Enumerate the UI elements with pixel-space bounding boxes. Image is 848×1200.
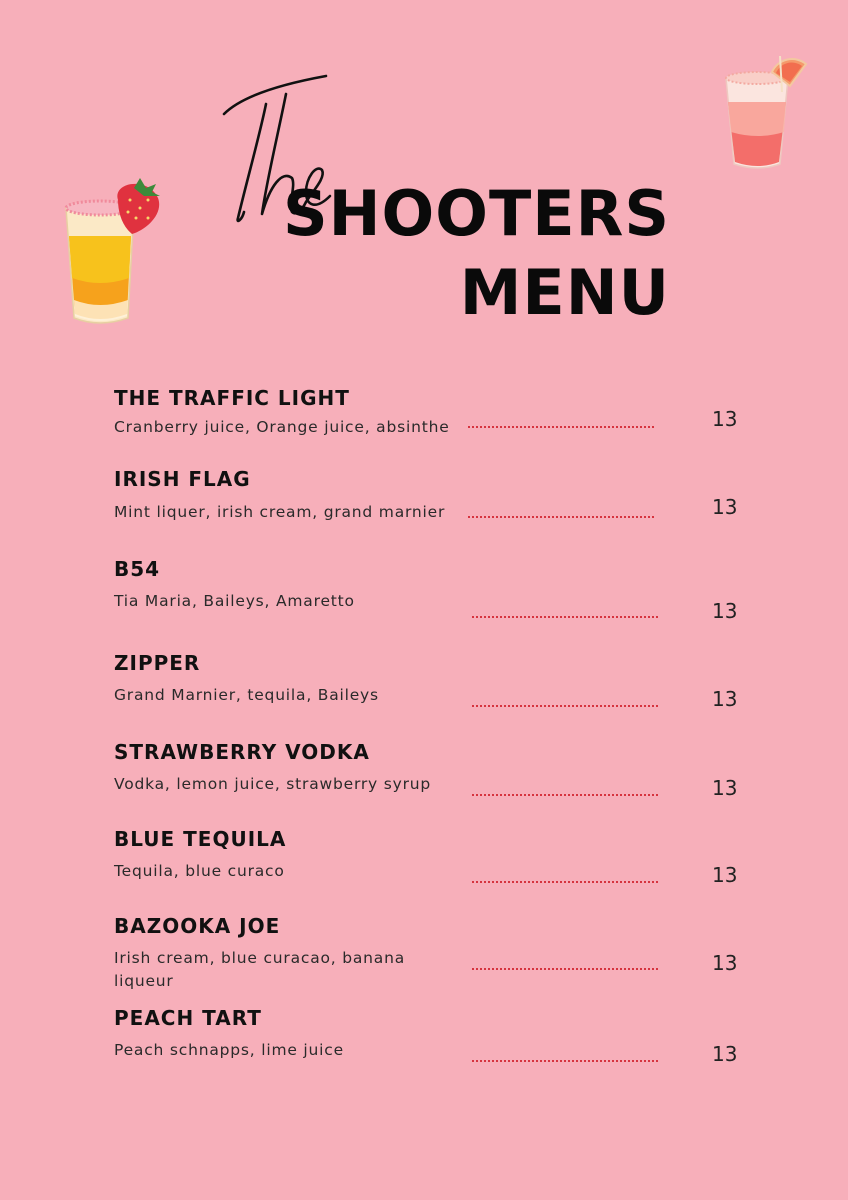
item-price: 13: [712, 687, 738, 711]
dotted-leader: [468, 516, 654, 518]
item-name: STRAWBERRY VODKA: [114, 740, 370, 764]
dotted-leader: [472, 881, 658, 883]
item-price: 13: [712, 495, 738, 519]
item-name: B54: [114, 557, 161, 581]
dotted-leader: [468, 426, 654, 428]
item-price: 13: [712, 776, 738, 800]
title-shooters: SHOOTERS: [283, 177, 670, 250]
item-description: Tia Maria, Baileys, Amaretto: [114, 592, 355, 610]
title-menu: MENU: [459, 256, 670, 329]
item-name: IRISH FLAG: [114, 467, 251, 491]
item-price: 13: [712, 863, 738, 887]
item-description: Tequila, blue curaco: [114, 862, 285, 880]
item-description: Vodka, lemon juice, strawberry syrup: [114, 775, 432, 793]
dotted-leader: [472, 968, 658, 970]
menu-item: [114, 827, 754, 887]
shot-glass-strawberry-icon: [60, 178, 168, 330]
item-name: THE TRAFFIC LIGHT: [114, 386, 350, 410]
menu-item: [114, 557, 754, 623]
dotted-leader: [472, 705, 658, 707]
menu-item: [114, 740, 754, 800]
menu-item: [114, 1006, 754, 1066]
item-price: 13: [712, 599, 738, 623]
cocktail-grapefruit-icon: [718, 52, 808, 174]
item-description: Mint liquer, irish cream, grand marnier: [114, 503, 446, 521]
item-price: 13: [712, 951, 738, 975]
item-name: BAZOOKA JOE: [114, 914, 281, 938]
dotted-leader: [472, 1060, 658, 1062]
item-description: Cranberry juice, Orange juice, absinthe: [114, 418, 450, 436]
dotted-leader: [472, 794, 658, 796]
item-name: ZIPPER: [114, 651, 201, 675]
menu-item: [114, 386, 754, 436]
item-name: BLUE TEQUILA: [114, 827, 287, 851]
item-price: 13: [712, 1042, 738, 1066]
item-name: PEACH TART: [114, 1006, 262, 1030]
item-price: 13: [712, 407, 738, 431]
menu-item: [114, 914, 754, 990]
item-description: Irish cream, blue curacao, banana liqueur: [114, 949, 406, 990]
dotted-leader: [472, 616, 658, 618]
item-description: Peach schnapps, lime juice: [114, 1041, 344, 1059]
menu-item: [114, 651, 754, 711]
menu-item: [114, 467, 754, 521]
item-description: Grand Marnier, tequila, Baileys: [114, 686, 379, 704]
